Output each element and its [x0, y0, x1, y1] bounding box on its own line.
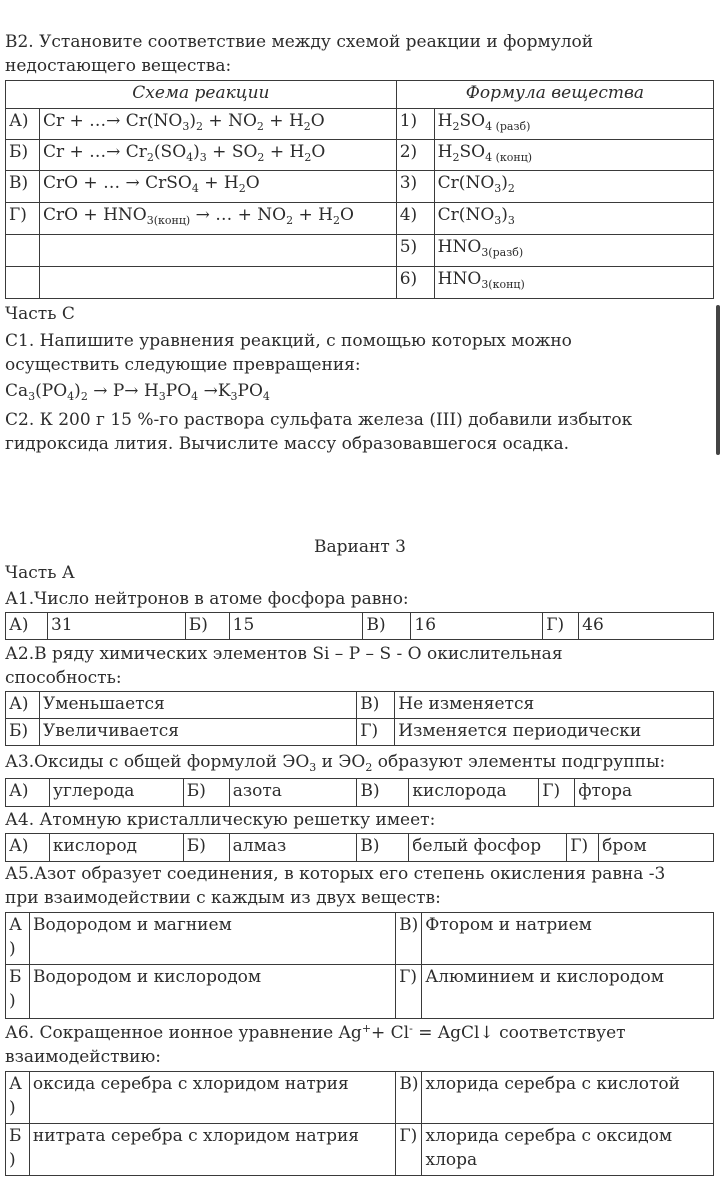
b2-number: 5)	[396, 235, 434, 267]
option-label: Г)	[539, 779, 575, 807]
b2-formula-1: $H_2SO_{4 (разб)}$	[434, 109, 713, 140]
option-text: Изменяется периодически	[395, 719, 714, 746]
option-text: фтора	[575, 779, 714, 807]
option-text: алмаз	[229, 834, 357, 862]
scrollbar[interactable]	[716, 305, 720, 455]
a4-question: А4. Атомную кристаллическую решетку имеет:	[5, 810, 436, 830]
b2-letter: В)	[6, 171, 40, 203]
b2-letter: Г)	[6, 203, 40, 235]
option-text: бром	[599, 834, 714, 862]
option-label: Б)	[183, 834, 229, 862]
c1-chain: $Ca_3(PO_4)_2 \to P\to H_3PO_4 \to K_3PO_4$	[5, 381, 270, 403]
option-text: Увеличивается	[39, 719, 356, 746]
option-text: белый фосфор	[409, 834, 567, 862]
a5-options	[5, 912, 714, 1019]
b2-head-right: Формула вещества	[396, 81, 713, 109]
option-label: Г)	[543, 613, 579, 640]
option-label: В)	[363, 613, 411, 640]
b2-number: 3)	[396, 171, 434, 203]
c1-line2: осуществить следующие превращения:	[5, 355, 361, 375]
option-text: 16	[411, 613, 543, 640]
option-text: нитрата серебра с хлоридом натрия	[29, 1124, 395, 1176]
option-text: азота	[229, 779, 357, 807]
b2-scheme-v: CrO + … → CrSO$_4$ + $H_2O$	[39, 171, 396, 203]
b2-formula-2: $H_2SO_{4 (конц)}$	[434, 140, 713, 171]
option-label: А)	[6, 692, 40, 719]
option-label: Б)	[183, 779, 229, 807]
a2-options	[5, 691, 714, 746]
option-text: 15	[229, 613, 363, 640]
option-text: Водородом и кислородом	[29, 965, 395, 1019]
option-label: Г)	[567, 834, 599, 862]
b2-scheme-b: Cr + …→ $Cr_2(SO_4)_3 + SO_2 + H_2O$	[39, 140, 396, 171]
b2-title-line1: В2. Установите соответствие между схемой реакции и формулой	[5, 32, 594, 52]
a3-options	[5, 778, 714, 807]
b2-head-left: Схема реакции	[6, 81, 397, 109]
b2-number: 6)	[396, 267, 434, 299]
b2-formula-5: $HNO_{3(разб)}$	[434, 235, 713, 267]
option-label: В)	[396, 1072, 422, 1124]
option-text: Водородом и магнием	[29, 913, 395, 965]
option-label: Б)	[185, 613, 229, 640]
option-text: углерода	[49, 779, 183, 807]
c2-line2: гидроксида лития. Вычислите массу образовавшегося осадка.	[5, 434, 570, 454]
option-label: Г)	[396, 1124, 422, 1176]
a5-question-line2: при взаимодействии с каждым из двух веществ:	[5, 888, 441, 908]
a2-question-line1: А2.В ряду химических элементов Si – P – S - O окислительная	[5, 644, 563, 664]
a1-question: А1.Число нейтронов в атоме фосфора равно:	[5, 589, 409, 609]
b2-scheme-g: CrO + $HNO_{3(конц)}$ → … + $NO_2 + H_2O$	[39, 203, 396, 235]
option-text: 46	[579, 613, 714, 640]
option-label: В)	[357, 692, 395, 719]
b2-scheme-a: Cr + …→ $Cr(NO_3)_2 + NO_2 + H_2O$	[39, 109, 396, 140]
b2-letter: Б)	[6, 140, 40, 171]
option-label: Г)	[357, 719, 395, 746]
option-label: В)	[396, 913, 422, 965]
b2-matching-table	[5, 80, 714, 299]
a1-options	[5, 612, 714, 640]
option-text: кислорода	[409, 779, 539, 807]
option-label: Б )	[6, 1124, 30, 1176]
a4-options	[5, 833, 714, 862]
b2-formula-3: $Cr(NO_3)_2$	[434, 171, 713, 203]
a6-options	[5, 1071, 714, 1176]
option-label: Г)	[396, 965, 422, 1019]
option-text: Не изменяется	[395, 692, 714, 719]
c2-line1: С2. К 200 г 15 %-го раствора сульфата железа (III) добавили избыток	[5, 410, 633, 430]
option-text: Уменьшается	[39, 692, 356, 719]
part-c-title: Часть С	[5, 304, 75, 324]
b2-number: 1)	[396, 109, 434, 140]
a6-question-line1: А6. Сокращенное ионное уравнение Ag++ Cl- = AgCl↓ соответствует	[5, 1022, 626, 1043]
option-label: А)	[6, 779, 50, 807]
a5-question-line1: А5.Азот образует соединения, в которых его степень окисления равна -3	[5, 864, 666, 884]
c1-line1: С1. Напишите уравнения реакций, с помощью которых можно	[5, 331, 572, 351]
part-a-title: Часть А	[5, 563, 75, 583]
option-label: А )	[6, 1072, 30, 1124]
option-label: В)	[357, 779, 409, 807]
variant-title: Вариант 3	[314, 537, 406, 557]
b2-number: 4)	[396, 203, 434, 235]
b2-formula-6: $HNO_{3(конц)}$	[434, 267, 713, 299]
option-text: кислород	[49, 834, 183, 862]
option-label: Б)	[6, 719, 40, 746]
b2-title-line2: недостающего вещества:	[5, 56, 232, 76]
option-text: хлорида серебра с оксидом хлора	[422, 1124, 714, 1176]
b2-letter: А)	[6, 109, 40, 140]
option-label: А)	[6, 834, 50, 862]
option-text: Фтором и натрием	[422, 913, 714, 965]
a6-question-line2: взаимодействию:	[5, 1047, 161, 1067]
option-text: оксида серебра с хлоридом натрия	[29, 1072, 395, 1124]
option-label: Б )	[6, 965, 30, 1019]
b2-number: 2)	[396, 140, 434, 171]
option-text: 31	[47, 613, 185, 640]
option-label: А)	[6, 613, 48, 640]
b2-formula-4: $Cr(NO_3)_3$	[434, 203, 713, 235]
option-label: В)	[357, 834, 409, 862]
option-label: А )	[6, 913, 30, 965]
option-text: Алюминием и кислородом	[422, 965, 714, 1019]
option-text: хлорида серебра с кислотой	[422, 1072, 714, 1124]
a3-question: А3.Оксиды с общей формулой $ЭО_3$ и $ЭО_2$ образуют элементы подгруппы:	[5, 752, 666, 774]
a2-question-line2: способность:	[5, 668, 122, 688]
